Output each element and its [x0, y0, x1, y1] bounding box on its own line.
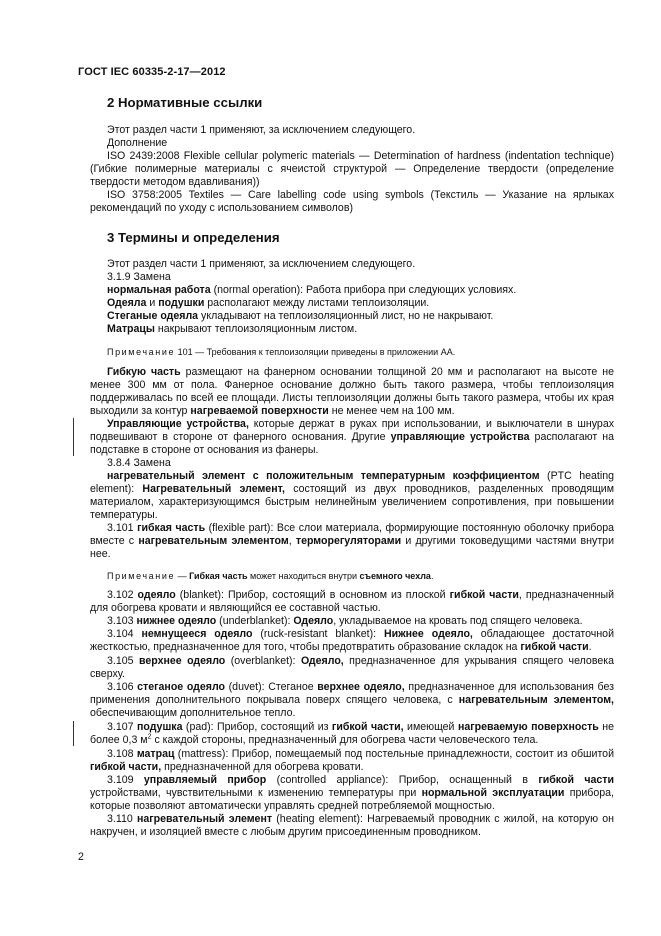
note-101: Примечание 101 — Требования к теплоизоляции приведены в приложении АА. [107, 347, 456, 357]
term: гибкой части, [331, 721, 404, 733]
term: немнущееся одеяло [141, 628, 253, 640]
term: гибкой части [538, 774, 614, 786]
condition-blankets-pads: Одеяла и подушки располагают между листами теплоизоляции. [107, 297, 430, 309]
term: управляемый прибор [143, 774, 267, 786]
section-2-addition: Дополнение [107, 137, 168, 149]
change-bar [73, 721, 74, 746]
normal-operation-definition: нормальная работа (normal operation): Работа прибора при следующих условиях. [107, 284, 517, 296]
change-bar [73, 418, 74, 456]
definition-3-102: 3.102 одеяло (blanket): Прибор, состоящий в основном из плоской гибкой части, предназначенный для обогрева кровати и являющийся ее составной частью. [90, 589, 614, 615]
term: верхнее одеяло, [317, 681, 405, 693]
definition-3-103: 3.103 нижнее одеяло (underblanket): Одеяло, укладываемое на кровать под спящего человека. [107, 615, 583, 627]
term: матрац [136, 748, 175, 760]
term: нагревательный элемент с положительным температурным коэффициентом [107, 470, 540, 482]
term: одеяло [137, 589, 176, 601]
term: нагреваемую поверхность [457, 721, 599, 733]
note-flexible-part: Примечание — Гибкая часть может находиться внутри съемного чехла. [107, 571, 434, 581]
term: гибкая часть [137, 522, 206, 534]
term: нагревательным элементом, [458, 694, 614, 707]
term: Одеяла [107, 297, 147, 309]
term: Одеяло, [300, 655, 344, 667]
reference-iso-3758: ISO 3758:2005 Textiles — Care labelling code using symbols (Текстиль — Указание на ярлыках рекомендаций по уходу с использованием символов) [90, 189, 614, 215]
section-2-intro: Этот раздел части 1 применяют, за исключением следующего. [107, 124, 416, 136]
control-devices-placement: Управляющие устройства, которые держат в руках при использовании, и выключатели в шнурах подвешивают в стороне от фанерного основания. Другие управляющие устройства располагают на подставке в стороне от основания из фанеры. [90, 418, 615, 457]
term: управляющие устройства [390, 431, 530, 444]
term: гибкой части [449, 589, 519, 601]
term: Стеганые одеяла [107, 310, 199, 322]
definition-3-109: 3.109 управляемый прибор (controlled appliance): Прибор, оснащенный в гибкой части устройствами, чувствительными к изменению температуры при нормальной эксплуатации прибора, которые позволяют автоматически управлять средней потребляемой мощностью. [90, 774, 614, 813]
flexible-part-placement: Гибкую часть размещают на фанерном основании толщиной 20 мм и располагают на высоте не менее 300 мм от пола. Фанерное основание должно быть такого размера, чтобы теплоизоляция поддерживалась по всей ее площади. Листы теплоизоляции должны быть такого размера, чтобы их края выходили за контур нагреваемой поверхности не менее чем на 100 мм. [90, 366, 614, 418]
term: Матрацы [107, 323, 155, 335]
term: подушки [158, 297, 205, 309]
term: терморегуляторами [295, 535, 402, 548]
standard-header: ГОСТ IEC 60335-2-17—2012 [78, 66, 226, 78]
term: подушка [136, 721, 183, 733]
term: нагревательным элементом [138, 535, 289, 548]
term: нагреваемой поверхности [190, 405, 329, 418]
term: стеганое одеяло [137, 681, 226, 693]
term: гибкой части [520, 641, 589, 654]
ptc-heating-element-definition: нагревательный элемент с положительным температурным коэффициентом (PTC heating element): Нагревательный элемент, состоящий из двух проводников, разделенных проводящим материалом, характеризующимся быстрым нелинейным увеличением сопротивления, при повышении температуры. [90, 470, 614, 522]
section-2-title: 2 Нормативные ссылки [107, 95, 263, 110]
condition-duvets: Стеганые одеяла укладывают на теплоизоляционный лист, но не накрывают. [107, 310, 494, 322]
term: Нагревательный элемент, [142, 483, 285, 496]
definition-3-101: 3.101 гибкая часть (flexible part): Все слои материала, формирующие постоянную оболочку прибора вместе с нагревательным элементом, терморегуляторами и другими токоведущими частями внутри нее. [90, 522, 614, 561]
term: съемного чехла [359, 571, 431, 581]
section-3-intro: Этот раздел части 1 применяют, за исключением следующего. [107, 258, 416, 270]
clause-3-8-4: 3.8.4 Замена [107, 457, 171, 469]
definition-3-105: 3.105 верхнее одеяло (overblanket): Одеяло, предназначенное для укрывания спящего человека сверху. [90, 655, 614, 681]
term: нагревательный элемент [136, 813, 273, 825]
clause-3-1-9: 3.1.9 Замена [107, 271, 171, 283]
definition-3-110: 3.110 нагревательный элемент (heating element): Нагреваемый проводник с жилой, на которую он накручен, и изоляцией вместе с любым другим присоединенным проводником. [90, 813, 614, 839]
reference-iso-2439: ISO 2439:2008 Flexible cellular polymeric materials — Determination of hardness (indentation technique) (Гибкие полимерные материалы с ячеистой структурой — Определение твердости (определение твердости методом вдавливания)) [90, 150, 614, 189]
term: нормальной эксплуатации [421, 787, 565, 800]
term: Гибкую часть [107, 366, 181, 378]
term: Одеяло [293, 615, 334, 627]
term: Гибкая часть [189, 571, 248, 581]
definition-3-106: 3.106 стеганое одеяло (duvet): Стеганое верхнее одеяло, предназначенное для использования без применения дополнительного покрывала поверх спящего человека, с нагревательным элементом, обеспечивающим дополнительное тепло. [90, 681, 614, 720]
definition-3-108: 3.108 матрац (mattress): Прибор, помещаемый под постельные принадлежности, состоит из обшитой гибкой части, предназначенной для обогрева кровати. [90, 748, 614, 774]
definition-3-107: 3.107 подушка (pad): Прибор, состоящий из гибкой части, имеющей нагреваемую поверхность не более 0,3 $м^2$ с каждой стороны, предназначенный для обогрева части человеческого тела. [90, 721, 614, 747]
section-3-title: 3 Термины и определения [107, 230, 280, 245]
term: нижнее одеяло [136, 615, 217, 627]
term: Управляющие устройства, [107, 418, 249, 430]
term: Нижнее одеяло, [383, 628, 473, 640]
condition-mattresses: Матрацы накрывают теплоизоляционным листом. [107, 323, 358, 335]
definition-3-104: 3.104 немнущееся одеяло (ruck-resistant blanket): Нижнее одеяло, обладающее достаточной жесткостью, предназначенное для того, чтобы предотвратить образование складок на гибкой части. [90, 628, 614, 654]
term: нормальная работа [107, 284, 211, 296]
page-number: 2 [78, 851, 84, 863]
term: гибкой части, [90, 761, 162, 774]
term: верхнее одеяло [138, 655, 226, 667]
